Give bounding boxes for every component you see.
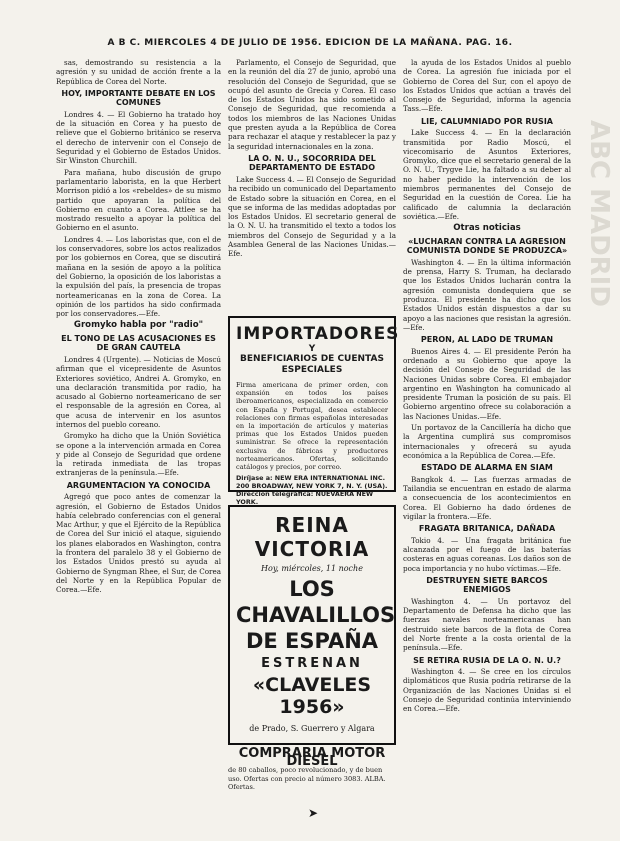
column-2 — [228, 58, 396, 261]
article-text: Tokio 4. — Una fragata británica fue alcanzada por el fuego de las baterías costeras en aguas coreanas. Los daños son de poca importancia y no hubo víctimas.—Efe. — [403, 535, 571, 573]
ad-subtitle: BENEFICIARIOS DE CUENTAS ESPECIALES — [240, 354, 384, 375]
classified-body: de 80 caballos, poco revolucionado, y de buen uso. Ofertas con precio al número 3083. ALBA. Ofertas. — [228, 766, 386, 791]
classified-title: COMPRARIA MOTOR DIESEL — [238, 746, 386, 770]
article-text: Bangkok 4. — Las fuerzas armadas de Tailandia se encuentran en estado de alarma a consecuencia de los acontecimientos en Corea. El Gobierno ha dado órdenes de vigilar la frontera.—Efe. — [403, 474, 571, 521]
article-text: Lake Success 4. — En la declaración transmitida por Radio Moscú, el vicecomisario de Asuntos Exteriores, Gromyko, dice que el secretario general de la O. N. U., Trygve Lie, ha faltado a su deber al no haber pedido la intervención de los miembros permanentes del Consejo de Seguridad en la cuestión de Corea. Lie ha calificado de calumnia la declaración soviética.—Efe. — [403, 128, 571, 221]
headline: FRAGATA BRITANICA, DAÑADA — [418, 524, 556, 534]
show-date: Hoy, miércoles, 11 noche — [261, 564, 363, 573]
watermark-stamp: ABC MADRID — [584, 120, 614, 307]
article-text: Un portavoz de la Cancillería ha dicho que la Argentina cumplirá sus compromisos internacionales y ofrecerá su ayuda económica a la República de Corea.—Efe. — [403, 423, 571, 460]
ad-title: IMPORTADORES — [236, 324, 400, 344]
headline: «LUCHARAN CONTRA LA AGRESION COMUNISTA DONDE SE PRODUZCA» — [406, 236, 568, 256]
article-text: sas, demostrando su resistencia a la agresión y su unidad de acción frente a la República de Corea del Norte. — [56, 58, 221, 86]
subheadline: EL TONO DE LAS ACUSACIONES ES DE GRAN CAUTELA — [61, 333, 216, 353]
article-text: Parlamento, el Consejo de Seguridad, que en la reunión del día 27 de junio, aprobó una resolución del Consejo de Seguridad, que se ocupó del asunto de Grecia y Corea. El caso de los Estados Unidos ha sido sometido al Consejo de Seguridad, que recomienda a todos los miembros de las Naciones Unidas que presten ayuda a la República de Corea para rechazar el ataque y restablecer la paz y la seguridad internacionales en la zona. — [228, 58, 396, 151]
play-title: «CLAVELES 1956» — [252, 674, 372, 718]
ad-address: Diríjase a: NEW ERA INTERNATIONAL INC. 200 BROADWAY, NEW YORK 7, N. Y. (USA). Dirección telegráfica: NUEVAERA NEW YORK. — [236, 474, 388, 507]
article-text: Londres 4 (Urgente). — Noticias de Moscú afirman que el vicepresidente de Asuntos Exteriores soviético, Andrei A. Gromyko, en una declaración transmitida por radio, ha acusado al Gobierno norteamericano de ser el responsable de la agresión en Corea, al que acusa de intervenir en los asuntos internos del pueblo coreano. — [56, 354, 221, 429]
column-3 — [403, 58, 571, 716]
classified-ad — [228, 746, 396, 791]
headline: Gromyko habla por "radio" — [73, 320, 204, 331]
company-name: LOS CHAVALILLOS DE ESPAÑA — [236, 577, 396, 653]
article-text: Londres 4. — El Gobierno ha tratado hoy de la situación en Corea y ha puesto de relieve que el Gobierno británico se reserva el derecho de intervenir con el Consejo de Seguridad y el Gobierno de Estados Unidos. Sir Winston Churchill. — [56, 109, 221, 166]
article-text: Washington 4. — Un portavoz del Departamento de Defensa ha dicho que las fuerzas navales norteamericanas han destruido siete barcos de la flota de Corea del Norte frente a la costa oriental de la península.—Efe. — [403, 596, 571, 653]
article-text: Lake Success 4. — El Consejo de Seguridad ha recibido un comunicado del Departamento de Estado sobre la situación en Corea, en el que se informa de las medidas adoptadas por los Estados Unidos. El secretario general de la O. N. U. ha transmitido el texto a todos los miembros del Consejo de Seguridad y a la Asamblea General de las Naciones Unidas.—Efe. — [228, 174, 396, 259]
article-text: la ayuda de los Estados Unidos al pueblo de Corea. La agresión fue iniciada por el Gobierno de Corea del Sur, con el apoyo de los Estados Unidos que actúan a través del Consejo de Seguridad, informa la agencia Tass.—Efe. — [403, 58, 571, 114]
article-text: Buenos Aires 4. — El presidente Perón ha ordenado a su Gobierno que apoye la decisión del Consejo de Seguridad de las Naciones Unidas sobre Corea. El embajador argentino en Washington ha comunicado al presidente Truman la posición de su país. El Gobierno argentino ofrece su colaboración a las Naciones Unidas.—Efe. — [403, 346, 571, 421]
advertisement-theatre — [228, 505, 396, 745]
article-text: Agregó que poco antes de comenzar la agresión, el Gobierno de Estados Unidos había celebrado conferencias con el general Mac Arthur, y que el Ejército de la República de Corea del Sur inició el ataque, siguiendo los planes elaborados en Washington, contra la frontera del paralelo 38 y el Gobierno de los Estados Unidos prestó su ayuda al Gobierno de Syngman Rhee, el Sur, de Corea del Norte y en la República Popular de Corea.—Efe. — [56, 492, 221, 595]
article-text: Gromyko ha dicho que la Unión Soviética se opone a la intervención armada en Corea y pide al Consejo de Seguridad que ordene la retirada inmediata de las tropas extranjeras de la península.—Efe. — [56, 431, 221, 478]
page-header: A B C. MIERCOLES 4 DE JULIO DE 1956. EDICION DE LA MAÑANA. PAG. 16. — [107, 38, 513, 48]
headline: LIE, CALUMNIADO POR RUSIA — [421, 116, 553, 126]
arrow-marker-icon: ➤ — [308, 806, 319, 820]
article-text: Londres 4. — Los laboristas que, con el de los conservadores, sobre los actos realizados por los gobiernos en Corea, que se discutirá mañana en la sesión de apoyo a la política del Gobierno, la oposición de los laboristas a la expulsión del país, la presencia de tropas norteamericanas en la zona de Corea. La opinión de los partidos ha sido confirmada por los conservadores.—Efe. — [56, 234, 221, 319]
headline: DESTRUYEN SIETE BARCOS ENEMIGOS — [426, 575, 548, 595]
headline: LA O. N. U., SOCORRIDA DEL DEPARTAMENTO DE ESTADO — [248, 153, 376, 173]
column-1 — [56, 58, 221, 597]
subheadline: ARGUMENTACION YA CONOCIDA — [66, 480, 211, 490]
section-title: Otras noticias — [453, 223, 521, 234]
headline: PERON, AL LADO DE TRUMAN — [420, 335, 554, 345]
headline: SE RETIRA RUSIA DE LA O. N. U.? — [413, 655, 561, 665]
headline: HOY, IMPORTANTE DEBATE EN LOS COMUNES — [61, 88, 216, 108]
theatre-name: REINA VICTORIA — [254, 513, 370, 561]
ad-body: Firma americana de primer orden, con expansión en todos los países iberoamericanos, especializada en comercio con España y Portugal, desea establecer relaciones con firmas españolas interesadas en la importación de artículos y materias primas que los Estados Unidos pueden suministrar. Se ofrece la representación exclusiva de fábricas y productores norteamericanos. Ofertas, solicitando catálogos y precios, por correo. — [236, 381, 388, 472]
estrenan-label: ESTRENAN — [261, 656, 363, 671]
headline: ESTADO DE ALARMA EN SIAM — [421, 463, 553, 473]
article-text: Para mañana, hubo discusión de grupo parlamentario laborista, en la que Herbert Morrison pidió a los «rebeldes» de su mismo partido que apoyaran la política del Gobierno en cuanto a Corea. Attlee se ha mostrado resuelto a apoyar la política del Gobierno en el asunto. — [56, 167, 221, 233]
ad-conjunction: Y — [308, 344, 316, 354]
play-authors: de Prado, S. Guerrero y Algara — [249, 724, 375, 733]
advertisement-importadores — [228, 316, 400, 507]
article-text: Washington 4. — En la última información de prensa, Harry S. Truman, ha declarado que los Estados Unidos lucharán contra la agresión comunista dondequiera que se produzca. El presidente ha dicho que los Estados Unidos están dispuestos a dar su apoyo a las naciones que resistan la agresión.—Efe. — [403, 257, 571, 332]
article-text: Washington 4. — Se cree en los círculos diplomáticos que Rusia podría retirarse de la Organización de las Naciones Unidas si el Consejo de Seguridad continúa interviniendo en Corea.—Efe. — [403, 667, 571, 714]
